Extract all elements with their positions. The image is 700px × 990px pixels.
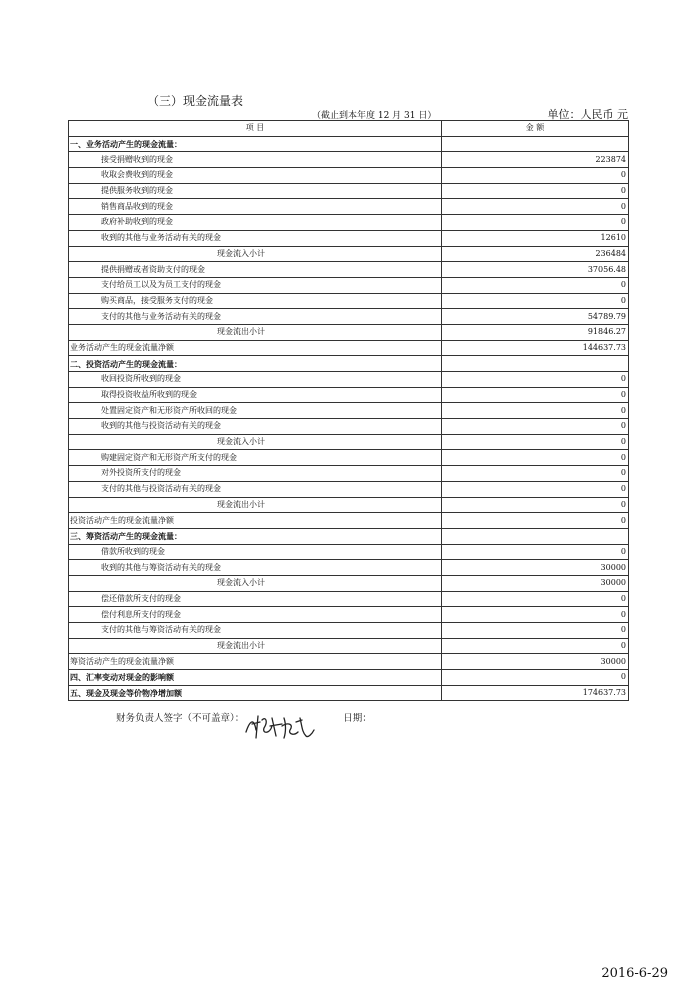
row-label: 筹资活动产生的现金流量净额 — [69, 654, 442, 670]
table-row — [69, 356, 629, 372]
row-amount: 30000 — [442, 654, 629, 670]
row-amount: 0 — [442, 199, 629, 215]
row-label: 偿还借款所支付的现金 — [69, 591, 442, 607]
table-row — [69, 466, 629, 482]
row-amount: 0 — [442, 403, 629, 419]
row-amount: 0 — [442, 607, 629, 623]
table-row — [69, 670, 629, 686]
table-row — [69, 262, 629, 278]
table-row — [69, 623, 629, 639]
page-title: （三）现金流量表 — [147, 94, 244, 108]
row-amount: 0 — [442, 497, 629, 513]
table-row — [69, 324, 629, 340]
row-label: 支付的其他与投资活动有关的现金 — [69, 481, 442, 497]
row-amount: 30000 — [442, 560, 629, 576]
currency-unit: 单位：人民币 元 — [547, 108, 628, 121]
table-row — [69, 136, 629, 152]
row-label: 投资活动产生的现金流量净额 — [69, 513, 442, 529]
table-row — [69, 199, 629, 215]
table-row — [69, 513, 629, 529]
row-label: 购买商品，接受服务支付的现金 — [69, 293, 442, 309]
date-stamp: 2016-6-29 — [601, 966, 668, 981]
row-label: 收取会费收到的现金 — [69, 168, 442, 184]
row-label: 现金流入小计 — [69, 246, 442, 262]
table-row — [69, 560, 629, 576]
row-amount — [442, 356, 629, 372]
row-label: 接受捐赠收到的现金 — [69, 152, 442, 168]
row-label: 取得投资收益所收到的现金 — [69, 387, 442, 403]
row-label: 销售商品收到的现金 — [69, 199, 442, 215]
row-amount: 0 — [442, 450, 629, 466]
row-label: 收回投资所收到的现金 — [69, 372, 442, 388]
row-label: 二、投资活动产生的现金流量： — [69, 356, 442, 372]
header-item: 项 目 — [69, 121, 442, 137]
row-amount: 0 — [442, 544, 629, 560]
row-label: 收到的其他与筹资活动有关的现金 — [69, 560, 442, 576]
row-label: 借款所收到的现金 — [69, 544, 442, 560]
row-amount: 0 — [442, 293, 629, 309]
row-amount: 0 — [442, 387, 629, 403]
header-amount: 金 额 — [442, 121, 629, 137]
row-label: 提供服务收到的现金 — [69, 183, 442, 199]
row-amount: 0 — [442, 591, 629, 607]
table-row — [69, 544, 629, 560]
table-row — [69, 497, 629, 513]
table-row — [69, 152, 629, 168]
row-label: 三、筹资活动产生的现金流量： — [69, 528, 442, 544]
report-date-range: （截止到本年度 12 月 31 日） — [312, 111, 437, 121]
row-amount: 223874 — [442, 152, 629, 168]
row-amount: 0 — [442, 481, 629, 497]
table-row — [69, 309, 629, 325]
table-header-row — [69, 121, 629, 137]
table-row — [69, 654, 629, 670]
row-label: 对外投资所支付的现金 — [69, 466, 442, 482]
table-row — [69, 403, 629, 419]
row-label: 购建固定资产和无形资产所支付的现金 — [69, 450, 442, 466]
row-label: 收到的其他与业务活动有关的现金 — [69, 230, 442, 246]
table-row — [69, 168, 629, 184]
row-amount: 0 — [442, 277, 629, 293]
row-label: 一、业务活动产生的现金流量： — [69, 136, 442, 152]
row-amount: 30000 — [442, 575, 629, 591]
table-row — [69, 638, 629, 654]
row-label: 四、汇率变动对现金的影响额 — [69, 670, 442, 686]
table-row — [69, 591, 629, 607]
row-amount: 174637.73 — [442, 685, 629, 701]
row-label: 现金流出小计 — [69, 638, 442, 654]
row-label: 五、现金及现金等价物净增加额 — [69, 685, 442, 701]
row-amount: 54789.79 — [442, 309, 629, 325]
table-row — [69, 340, 629, 356]
table-row — [69, 387, 629, 403]
row-amount: 0 — [442, 215, 629, 231]
table-row — [69, 277, 629, 293]
table-row — [69, 607, 629, 623]
row-label: 收到的其他与投资活动有关的现金 — [69, 419, 442, 435]
row-label: 支付的其他与筹资活动有关的现金 — [69, 623, 442, 639]
row-label: 偿付利息所支付的现金 — [69, 607, 442, 623]
row-amount: 37056.48 — [442, 262, 629, 278]
table-row — [69, 293, 629, 309]
row-label: 处置固定资产和无形资产所收回的现金 — [69, 403, 442, 419]
row-amount: 144637.73 — [442, 340, 629, 356]
row-amount: 0 — [442, 466, 629, 482]
row-label: 政府补助收到的现金 — [69, 215, 442, 231]
row-label: 现金流出小计 — [69, 497, 442, 513]
row-label: 支付给员工以及为员工支付的现金 — [69, 277, 442, 293]
row-amount: 0 — [442, 434, 629, 450]
table-row — [69, 434, 629, 450]
table-row — [69, 481, 629, 497]
row-amount: 0 — [442, 513, 629, 529]
row-amount: 0 — [442, 168, 629, 184]
table-row — [69, 183, 629, 199]
row-label: 现金流入小计 — [69, 434, 442, 450]
row-amount: 12610 — [442, 230, 629, 246]
table-row — [69, 575, 629, 591]
row-amount: 91846.27 — [442, 324, 629, 340]
table-row — [69, 215, 629, 231]
table-row — [69, 246, 629, 262]
table-row — [69, 450, 629, 466]
date-label: 日期： — [343, 713, 372, 724]
handwritten-signature — [242, 712, 322, 742]
row-amount: 0 — [442, 670, 629, 686]
row-label: 现金流出小计 — [69, 324, 442, 340]
row-label: 业务活动产生的现金流量净额 — [69, 340, 442, 356]
row-amount: 0 — [442, 623, 629, 639]
row-amount — [442, 136, 629, 152]
row-label: 支付的其他与业务活动有关的现金 — [69, 309, 442, 325]
table-row — [69, 419, 629, 435]
row-label: 现金流入小计 — [69, 575, 442, 591]
row-amount: 0 — [442, 183, 629, 199]
table-row — [69, 528, 629, 544]
row-amount: 0 — [442, 372, 629, 388]
table-row — [69, 230, 629, 246]
row-amount: 0 — [442, 638, 629, 654]
table-row — [69, 372, 629, 388]
row-amount: 236484 — [442, 246, 629, 262]
table-row — [69, 685, 629, 701]
row-label: 提供捐赠或者资助支付的现金 — [69, 262, 442, 278]
row-amount: 0 — [442, 419, 629, 435]
cash-flow-table — [68, 120, 629, 701]
row-amount — [442, 528, 629, 544]
signer-label: 财务负责人签字（不可盖章）： — [116, 713, 245, 724]
